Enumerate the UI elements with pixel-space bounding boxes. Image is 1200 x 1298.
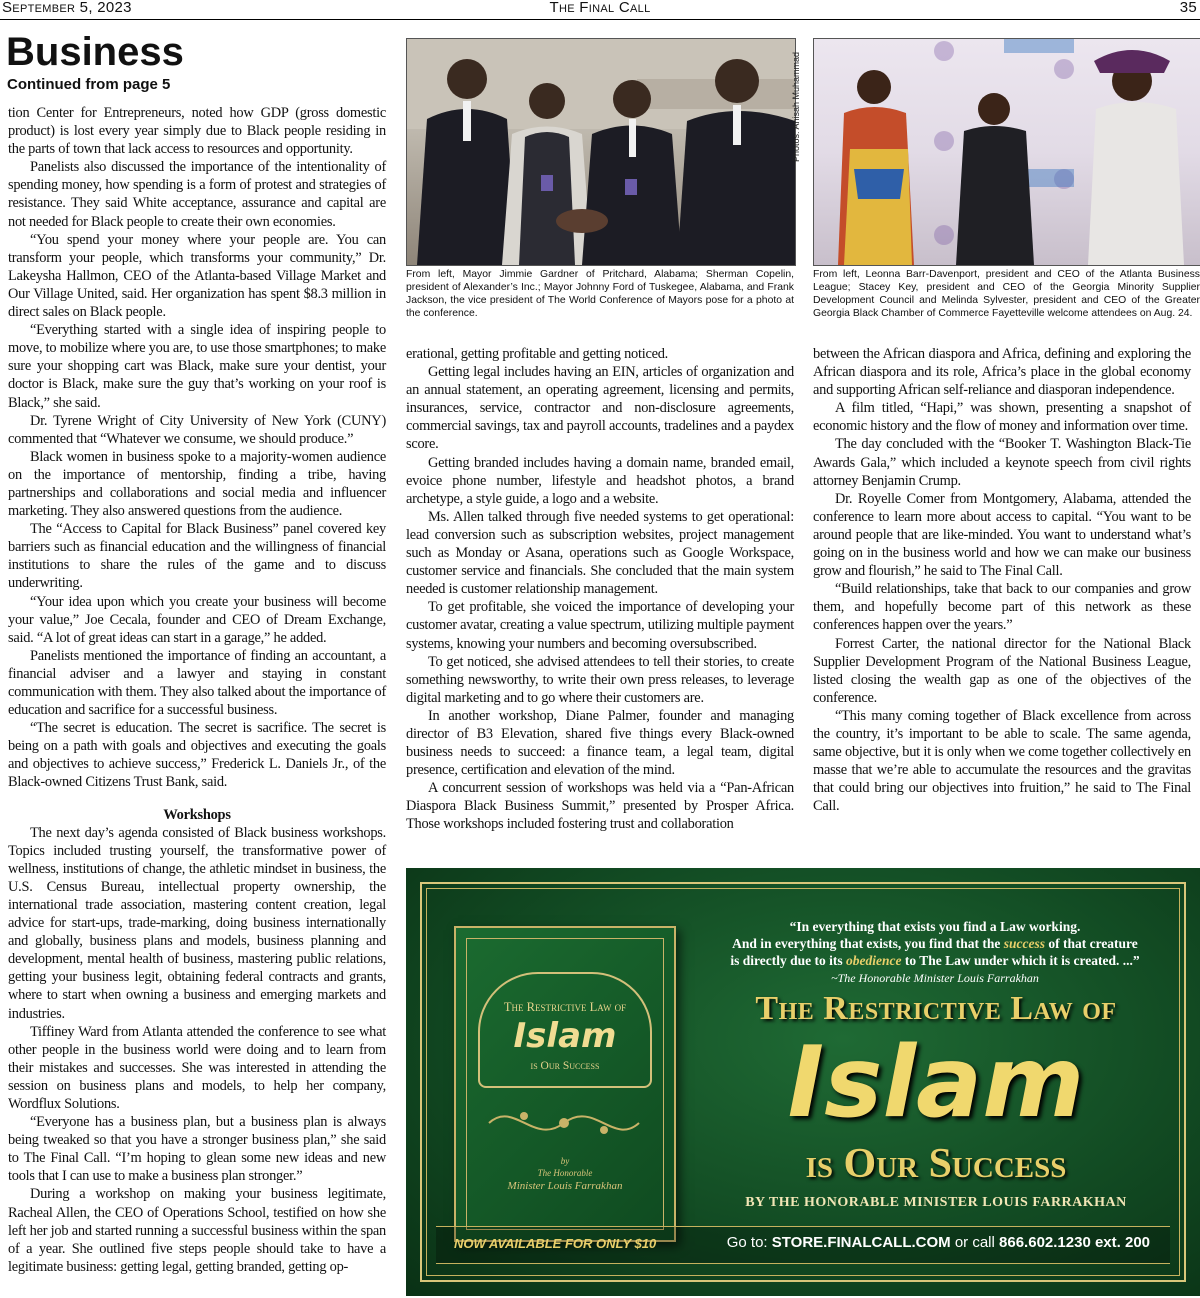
article-column-3 [813, 345, 1191, 815]
paper-name: The Final Call [549, 0, 651, 16]
ad-price: NOW AVAILABLE FOR ONLY $10 [454, 1236, 657, 1251]
paragraph: The day concluded with the “Booker T. Washington Black-Tie Awards Gala,” which included a keynote speech from civil rights attorney Benjamin Crump. [813, 436, 1191, 489]
paragraph: In another workshop, Diane Palmer, founder and managing director of B3 Elevation, shared five things every Black-owned business needs to succeed: a finance team, a legal team, digital presence, certification and elevation of the mind. [406, 707, 794, 779]
ad-purchase-bar [436, 1226, 1170, 1264]
paragraph: “The secret is education. The secret is sacrifice. The secret is being on a path with goals and objectives and executing the goals and objectives to achieve success,” Frederick L. Daniels Jr., of the Black-owned Citizens Trust Bank, said. [8, 720, 386, 791]
ad-quote [696, 918, 1174, 969]
ad-quote-text: is directly due to its [730, 953, 846, 968]
paragraph: Getting branded includes having a domain name, branded email, evoice phone number, lifestyle and headshot photos, a brand archetype, a style guide, a logo and a website. [406, 454, 794, 507]
continued-line: Continued from page 5 [7, 76, 171, 93]
ad-phone-number[interactable]: 866.602.1230 ext. 200 [999, 1234, 1150, 1251]
article-column-1 [8, 104, 386, 1276]
book-cover-author-honorific: The Honorable [537, 1168, 593, 1178]
book-advertisement[interactable] [406, 868, 1200, 1296]
ad-quote-highlight-success: success [1003, 936, 1045, 951]
photo-credit: Photos: Anisah Muhammad [791, 51, 801, 162]
paragraph: “Everyone has a business plan, but a business plan is always being tweaked so that you have a stronger business plan,” she said to The Final Call. “I’m hoping to glean some new ideas and new tools that I can use to make a business plan stronger.” [8, 1114, 386, 1185]
paragraph: “Your idea upon which you create your business will become your value,” Joe Cecala, founder and CEO of Dream Exchange, said. “A lot of great ideas can start in a garage,” he added. [8, 593, 386, 646]
ad-title-line-1: The Restrictive Law of [755, 990, 1117, 1027]
book-cover-title-bottom: is Our Success [530, 1060, 600, 1072]
ad-byline: BY THE HONORABLE MINISTER LOUIS FARRAKHAN [745, 1195, 1127, 1210]
paragraph: “This many coming together of Black excellence from across the country, it’s important to be able to scale. The same agenda, same objective, but it is only when we come together collectively en masse that we’re able to accumulate the resources and the gravitas that could bring our objectives into fruition,” he said to The Final Call. [813, 707, 1191, 815]
ad-title-main: Islam [787, 1026, 1085, 1140]
book-cover-ornament [484, 1100, 644, 1146]
paragraph: tion Center for Entrepreneurs, noted how GDP (gross domestic product) is lost every year simply due to Black people residing in the parts of town that lack access to resources and opportunity. [8, 105, 386, 158]
ad-quote-line-2 [696, 935, 1174, 952]
article-column-2 [406, 345, 794, 834]
paragraph: The next day’s agenda consisted of Black business workshops. Topics included trusting yourself, the transformative power of wellness, institutions of change, the athletic mindset in business, the U.S. Census Bureau, intellectual property ownership, the international trade association, mastering content creation, legal advice for start-ups, trade-marking, doing business internationally and globally, business plans and models, business planning and development, mental health of business, mastering public relations, getting your business legit, obtaining federal contracts and grants, where to start when owning a business and emerging markets and industries. [8, 824, 386, 1022]
paragraph: “You spend your money where your people are. You can transform your people, which transforms your community,” Dr. Lakeysha Hallmon, CEO of the Atlanta-based Village Market and Our Village United, said. Her organization has spent $8.3 million in direct sales on Black people. [8, 231, 386, 321]
paragraph: “Build relationships, take that back to our companies and grow them, and hopefully become part of this network as these conferences happen over the years.” [813, 581, 1191, 634]
photo-illustration [814, 39, 1200, 265]
paragraph: Dr. Tyrene Wright of City University of New York (CUNY) commented that “Whatever we consume, we should produce.” [8, 412, 386, 447]
photo-caption-2: From left, Leonna Barr-Davenport, president and CEO of the Atlanta Business League; Stacey Key, president and CEO of the Georgia Minority Supplier Development Council and Melinda Sylvester, president and CEO of the Greater Georgia Black Chamber of Commerce Fayetteville welcome attendees on Aug. 24. [813, 269, 1200, 319]
paragraph: The “Access to Capital for Black Business” panel covered key barriers such as financial education and the willingness of financial institutions to share the rules of the game and to discuss underwriting. [8, 521, 386, 592]
photo-caption-1: From left, Mayor Jimmie Gardner of Pritchard, Alabama; Sherman Copelin, president of Alexander’s Inc.; Mayor Johnny Ford of Tuskegee, Alabama, and Frank Jackson, the vice president of The World Conference of Mayors pose for a photo at the conference. [406, 269, 794, 319]
page-number: 35 [1179, 0, 1197, 16]
paragraph: To get noticed, she advised attendees to tell their stories, to create something newsworthy, to write their own press releases, to leverage digital marketing and to go where their customers are. [406, 653, 794, 706]
ad-quote-attribution: ~The Honorable Minister Louis Farrakhan [831, 971, 1039, 985]
book-cover [454, 926, 676, 1242]
ad-quote-line-3 [696, 952, 1174, 969]
photo-business-leaders [813, 38, 1200, 266]
photo-illustration [407, 39, 795, 265]
ad-goto-label: Go to: [726, 1234, 772, 1251]
paragraph: Forrest Carter, the national director for the National Black Supplier Development Program of the National Business League, listed closing the wealth gap as one of the objectives of the conference. [813, 635, 1191, 706]
paragraph: Dr. Royelle Comer from Montgomery, Alabama, attended the conference to learn more about access to capital. “You want to be around people that are like-minded. You want to understand what’s going on in the business world and how we can make our business grow and flourish,” he said to The Final Call. [813, 490, 1191, 580]
book-cover-title-main: Islam [513, 1016, 617, 1056]
ad-order-info [727, 1234, 1150, 1251]
paragraph: Ms. Allen talked through five needed systems to get operational: lead conversion such as subscription websites, project management such as Monday or Asana, operations such as Google Workspace, customer service and financials. She concluded that the main system needed is customer relationship management. [406, 508, 794, 598]
paragraph: Panelists also discussed the importance of the intentionality of spending money, how spending is a form of protest and strategies of resistance. They said White acceptance, assurance and capital are not needed for Black people to create their own economies. [8, 159, 386, 230]
ad-quote-text: of that creature [1044, 936, 1138, 951]
ad-quote-line-1: “In everything that exists you find a Law working. [789, 919, 1081, 934]
issue-date: September 5, 2023 [2, 0, 132, 16]
ad-quote-highlight-obedience: obedience [846, 953, 902, 968]
paragraph: To get profitable, she voiced the importance of developing your customer avatar, creating a value spectrum, utilizing multiple payment systems, knowing your numbers and becoming oversubscribed. [406, 599, 794, 652]
book-cover-title-top: The Restrictive Law of [503, 1000, 627, 1014]
paragraph: “Everything started with a single idea of inspiring people to move, to mobilize where you are, to use those smartphones; to make sure your shopping cart was Black, make sure your dentist, your doctor is Black, make sure the guy that’s working on your roof is Black,” she said. [8, 322, 386, 411]
subheading-workshops: Workshops [163, 806, 231, 823]
paragraph: A film titled, “Hapi,” was shown, presenting a snapshot of economic history and the flow of money and information over time. [813, 400, 1191, 435]
book-cover-by: by [560, 1156, 570, 1166]
paragraph: Black women in business spoke to a majority-women audience on the importance of mentorship, finding a tribe, having partnerships and collaborations and social media and influencer marketing. They also answered questions from the audience. [8, 448, 386, 520]
photo-mayors-handshake [406, 38, 796, 266]
paragraph: Tiffiney Ward from Atlanta attended the conference to see what other people in the business world were doing and to learn from their mistakes and successes. She was interested in attending the session on business plans and models, to help her company, Wordflux Solutions. [8, 1023, 386, 1112]
ad-call-label: or call [950, 1234, 1000, 1251]
ad-title-line-3: is Our Success [805, 1141, 1067, 1187]
book-cover-author: Minister Louis Farrakhan [507, 1180, 623, 1192]
paragraph: Panelists mentioned the importance of finding an accountant, a financial adviser and a lawyer and staying in constant communication with them. They also talked about the importance of education and sacrifice for a successful business. [8, 647, 386, 719]
section-title: Business [6, 30, 184, 74]
ad-quote-text: to The Law under which it is created. ...” [901, 953, 1140, 968]
masthead [0, 0, 1200, 20]
paragraph: Getting legal includes having an EIN, articles of organization and an annual statement, an operating agreement, licensing and permits, insurances, service, contractor and non-disclosure agreements, commercial savings, tax and payroll accounts, tradelines and a paydex score. [406, 364, 794, 453]
ad-quote-text: And in everything that exists, you find that the [732, 936, 1004, 951]
paragraph: During a workshop on making your business legitimate, Racheal Allen, the CEO of Operations School, testified on how she left her job and started running a successful business within the span of a year. She outlined five steps people should take to have a legitimate business: getting legal, getting branded, getting op- [8, 1186, 386, 1275]
ad-store-link[interactable]: STORE.FINALCALL.COM [771, 1234, 951, 1251]
paragraph: erational, getting profitable and getting noticed. [406, 346, 669, 362]
paragraph: A concurrent session of workshops was held via a “Pan-African Diaspora Black Business Summit,” presented by Prosper Africa. Those workshops included fostering trust and collaboration [406, 780, 794, 833]
paragraph: between the African diaspora and Africa, defining and exploring the African diaspora and its role, Africa’s place in the global economy and supporting African self-reliance and diasporan independence. [813, 346, 1191, 399]
